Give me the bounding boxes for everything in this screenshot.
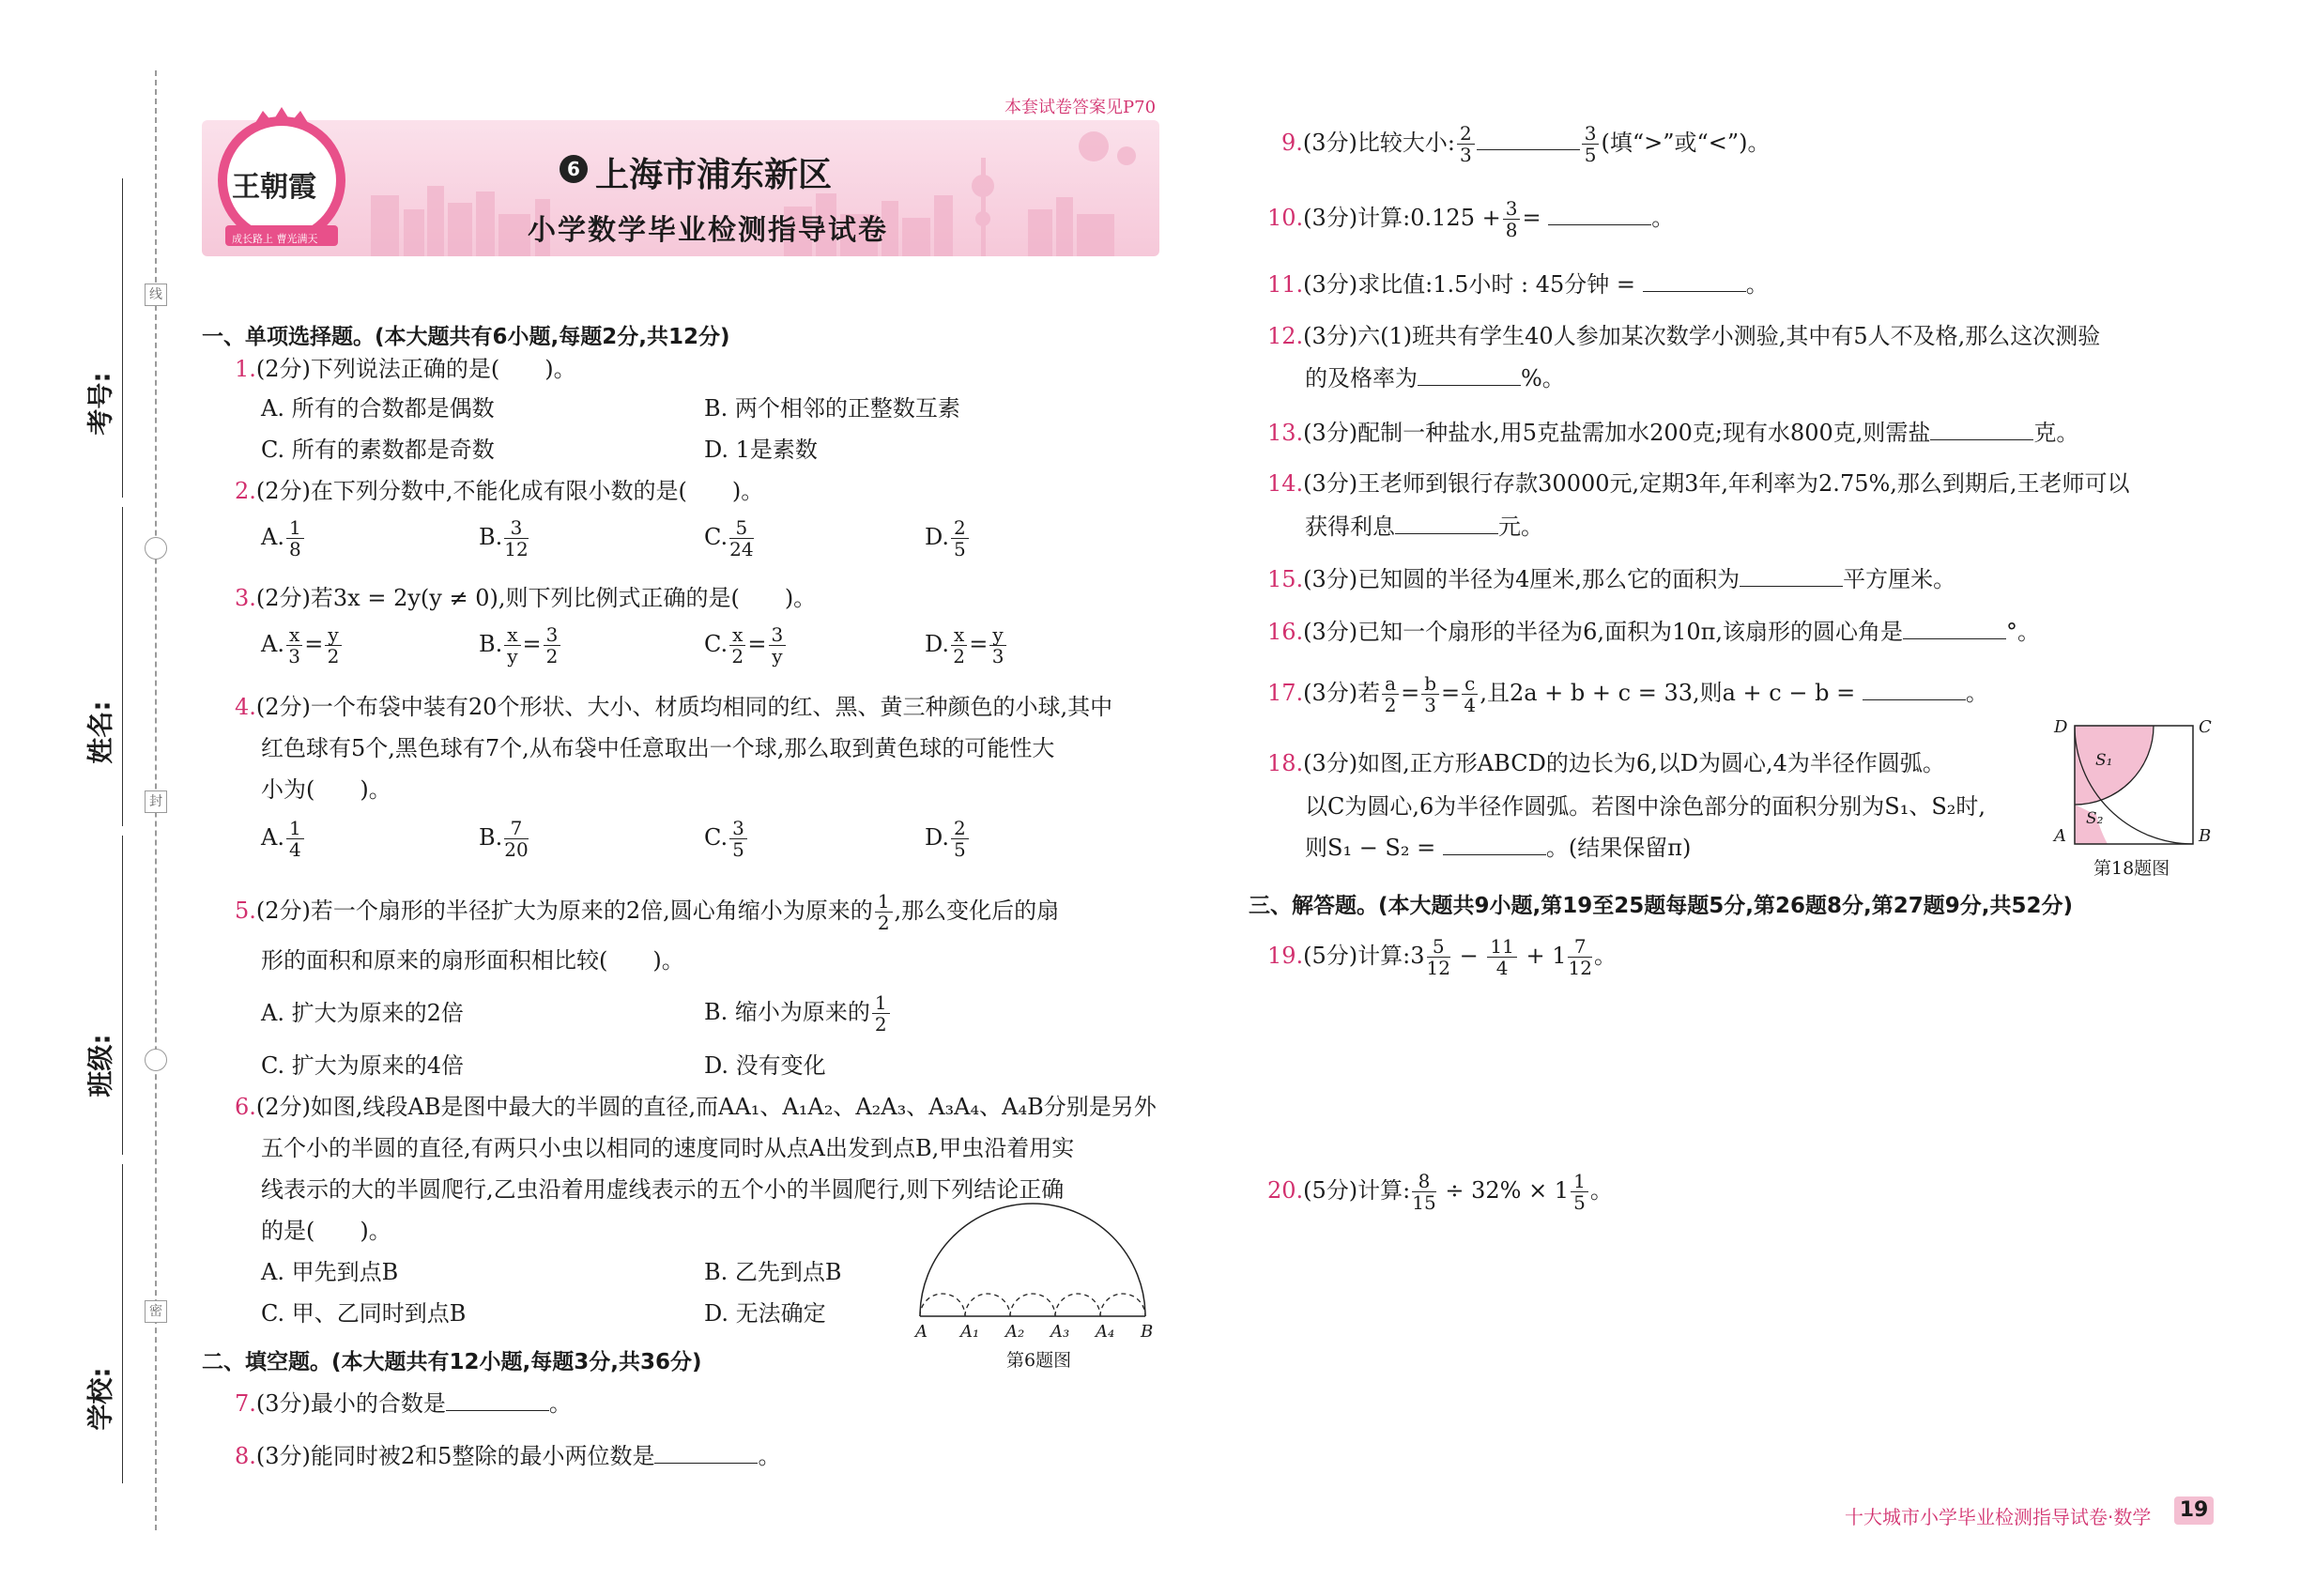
exam-number-badge: 6 — [560, 155, 588, 183]
q6-fig-label-a1: A₁ — [960, 1322, 980, 1342]
q18-square-diagram — [2070, 721, 2201, 852]
q6-fig-label-b: B — [1141, 1322, 1154, 1342]
q19: 19.(5分)计算:3 $\frac{5}{12}$ − $\frac{11}{4}$ + 1 $\frac{7}{12}$ 。 — [1267, 935, 1617, 979]
q6-fig-label-a3: A₃ — [1050, 1322, 1070, 1342]
q3 — [235, 586, 816, 612]
q19-number: 19. — [1267, 943, 1304, 969]
q6-fig-caption: 第6题图 — [1006, 1350, 1072, 1371]
q20-number: 20. — [1267, 1177, 1304, 1204]
exam-region-title: 上海市浦东新区 — [595, 156, 833, 194]
q2-number: 2. — [235, 478, 256, 504]
q6-fig-label-a: A — [915, 1322, 928, 1342]
name-label: 姓名: — [84, 700, 116, 764]
q9-answer-blank[interactable] — [1477, 148, 1580, 150]
q5-option-d: D. 没有变化 — [704, 1052, 826, 1079]
name-line-3 — [122, 836, 123, 1155]
page-number: 19 — [2174, 1496, 2214, 1525]
q16-answer-blank[interactable] — [1903, 637, 2006, 639]
section-2-title: 二、填空题。(本大题共有12小题,每题3分,共36分) — [202, 1350, 702, 1374]
q7: 7.(3分)最小的合数是 。 — [235, 1390, 572, 1417]
q1-stem: (2分)下列说法正确的是( )。 — [255, 356, 576, 382]
name-line-4 — [122, 1164, 123, 1483]
q10-answer-blank[interactable] — [1548, 223, 1651, 225]
school-label: 学校: — [84, 1367, 116, 1431]
q14-line-2: 获得利息 元。 — [1305, 514, 1543, 540]
q4-line-1: 4.(2分)一个布袋中装有20个形状、大小、材质均相同的红、黑、黄三种颜色的小球,其中 — [235, 694, 1113, 720]
q3-option-b: B. $\frac{x}{y}$ = $\frac{3}{2}$ — [479, 625, 562, 666]
q2-option-b: B. $\frac{3}{12}$ — [479, 516, 529, 560]
q18-label-b: B — [2199, 826, 2212, 846]
q3-stem: (2分)若3x = 2y(y ≠ 0),则下列比例式正确的是( )。 — [255, 585, 817, 611]
exam-subtitle: 小学数学毕业检测指导试卷 — [528, 214, 888, 247]
q18-label-d: D — [2054, 717, 2068, 737]
q4-option-a: A. $\frac{1}{4}$ — [261, 819, 306, 859]
q14-line-1: 14.(3分)王老师到银行存款30000元,定期3年,年利率为2.75%,那么到期后,王老师可以 — [1267, 470, 2130, 497]
q8: 8.(3分)能同时被2和5整除的最小两位数是 。 — [235, 1443, 781, 1469]
q7-answer-blank[interactable] — [446, 1409, 549, 1411]
q18-square-figure — [1136, 723, 1258, 845]
q6-fig-label-a2: A₂ — [1005, 1322, 1025, 1342]
q6-line-3: 线表示的大的半圆爬行,乙虫沿着用虚线表示的五个小的半圆爬行,则下列结论正确 — [261, 1176, 1065, 1203]
q5-option-c: C. 扩大为原来的4倍 — [261, 1052, 465, 1079]
q12-number: 12. — [1267, 323, 1304, 349]
q5-number: 5. — [235, 898, 256, 924]
answer-note: 本套试卷答案见P70 — [1004, 98, 1157, 117]
q6-line-4: 的是( )。 — [261, 1218, 391, 1244]
binding-hole-2 — [145, 1049, 167, 1071]
q6-line-1: 6.(2分)如图,线段AB是图中最大的半圆的直径,而AA₁、A₁A₂、A₂A₃、A₃A₄、A₄B分别是另外 — [235, 1094, 1157, 1120]
q8-number: 8. — [235, 1443, 256, 1469]
q15-answer-blank[interactable] — [1740, 585, 1843, 587]
q3-number: 3. — [235, 585, 256, 611]
seal-mark-feng: 封 — [145, 790, 167, 813]
q18-line-1: 18.(3分)如图,正方形ABCD的边长为6,以D为圆心,4为半径作圆弧。 — [1267, 750, 1945, 776]
q6-number: 6. — [235, 1094, 256, 1120]
q6-fig-label-a4: A₄ — [1096, 1322, 1115, 1342]
q16-number: 16. — [1267, 619, 1304, 645]
logo-slogan: 成长路上 曹光满天 — [232, 233, 318, 245]
q14-number: 14. — [1267, 470, 1304, 497]
q1-option-c: C. 所有的素数都是奇数 — [261, 437, 495, 463]
q11: 11.(3分)求比值:1.5小时 : 45分钟 = 。 — [1267, 271, 1769, 298]
q10-number: 10. — [1267, 205, 1304, 231]
logo-text: 王朝霞 — [232, 171, 316, 204]
footer-title: 十大城市小学毕业检测指导试卷·数学 — [1845, 1506, 2152, 1528]
q5-line-1: 5.(2分)若一个扇形的半径扩大为原来的2倍,圆心角缩小为原来的 $\frac{1}{2}$ ,那么变化后的扇 — [235, 890, 1060, 934]
q13: 13.(3分)配制一种盐水,用5克盐需加水200克;现有水800克,则需盐 克。 — [1267, 420, 2079, 446]
q3-option-a: A. $\frac{x}{3}$ = $\frac{y}{2}$ — [261, 625, 344, 666]
section-1-title: 一、单项选择题。(本大题共有6小题,每题2分,共12分) — [202, 325, 730, 349]
name-line-2 — [122, 507, 123, 826]
q2-option-a: A. $\frac{1}{8}$ — [261, 518, 306, 559]
q15: 15.(3分)已知圆的半径为4厘米,那么它的面积为 平方厘米。 — [1267, 566, 1956, 592]
q1-number: 1. — [235, 356, 256, 382]
q5-line-2: 形的面积和原来的扇形面积相比较( )。 — [261, 947, 684, 974]
section-3-title: 三、解答题。(本大题共9小题,第19至25题每题5分,第26题8分,第27题9分,共52分) — [1249, 894, 2074, 918]
q2-option-d: D. $\frac{2}{5}$ — [925, 518, 971, 559]
q4-line-3: 小为( )。 — [261, 776, 391, 803]
seal-mark-mi: 密 — [145, 1300, 167, 1323]
q17-answer-blank[interactable] — [1863, 698, 1966, 700]
q18-label-a: A — [2054, 826, 2066, 846]
q17-number: 17. — [1267, 680, 1304, 706]
q2-option-c: C. $\frac{5}{24}$ — [704, 516, 754, 560]
q4-line-2: 红色球有5个,黑色球有7个,从布袋中任意取出一个球,那么取到黄色球的可能性大 — [261, 735, 1055, 761]
q20: 20.(5分)计算: $\frac{8}{15}$ ÷ 32% × 1 $\frac{1}{5}$ 。 — [1267, 1170, 1613, 1214]
q8-answer-blank[interactable] — [654, 1462, 758, 1464]
name-line-1 — [122, 178, 123, 498]
class-label: 班级: — [84, 1034, 116, 1097]
q6-line-2: 五个小的半圆的直径,有两只小虫以相同的速度同时从点A出发到点B,甲虫沿着用实 — [261, 1135, 1075, 1161]
q1-option-b: B. 两个相邻的正整数互素 — [704, 395, 960, 422]
q2-stem: (2分)在下列分数中,不能化成有限小数的是( )。 — [255, 478, 764, 504]
q10: 10.(3分)计算:0.125 + $\frac{3}{8}$ = 。 — [1267, 197, 1675, 241]
q5-option-b: B. 缩小为原来的 $\frac{1}{2}$ — [704, 993, 892, 1034]
q18-fig-caption: 第18题图 — [2093, 858, 2170, 879]
q18-line-2: 以C为圆心,6为半径作圆弧。若图中涂色部分的面积分别为S₁、S₂时, — [1305, 793, 1986, 820]
q11-number: 11. — [1267, 271, 1304, 298]
binding-hole-1 — [145, 537, 167, 560]
q6-option-d: D. 无法确定 — [704, 1300, 826, 1327]
q3-option-d: D. $\frac{x}{2}$ = $\frac{y}{3}$ — [925, 625, 1008, 666]
q15-number: 15. — [1267, 566, 1304, 592]
q12-line-2: 的及格率为 %。 — [1305, 365, 1565, 391]
q4-option-d: D. $\frac{2}{5}$ — [925, 819, 971, 859]
q18-line-3: 则S₁ − S₂ = 。(结果保留π) — [1305, 835, 1692, 861]
q5-option-a: A. 扩大为原来的2倍 — [261, 1000, 464, 1026]
q1-option-d: D. 1是素数 — [704, 437, 818, 463]
q18-label-s1: S₁ — [2095, 751, 2113, 770]
q18-label-c: C — [2199, 717, 2212, 737]
q6-option-b: B. 乙先到点B — [704, 1259, 842, 1285]
q13-answer-blank[interactable] — [1930, 438, 2033, 440]
q4-number: 4. — [235, 694, 256, 720]
q9-number: 9. — [1281, 130, 1303, 156]
q18-number: 18. — [1267, 750, 1304, 776]
q3-option-c: C. $\frac{x}{2}$ = $\frac{3}{y}$ — [704, 625, 788, 666]
q1-option-a: A. 所有的合数都是偶数 — [261, 395, 495, 422]
q17: 17.(3分)若 $\frac{a}{2}$ = $\frac{b}{3}$ = $\frac{c}{4}$ ,且2a + b + c = 33,则a + c − b = 。 — [1267, 672, 1988, 716]
q13-number: 13. — [1267, 420, 1304, 446]
q14-answer-blank[interactable] — [1395, 532, 1498, 534]
brand-logo — [211, 105, 352, 260]
q4-option-b: B. $\frac{7}{20}$ — [479, 817, 529, 861]
q4-option-c: C. $\frac{3}{5}$ — [704, 819, 749, 859]
q6-option-c: C. 甲、乙同时到点B — [261, 1300, 467, 1327]
q11-answer-blank[interactable] — [1643, 290, 1746, 292]
q16: 16.(3分)已知一个扇形的半径为6,面积为10π,该扇形的圆心角是 °。 — [1267, 619, 2041, 645]
q6-option-a: A. 甲先到点B — [261, 1259, 399, 1285]
exam-no-label: 考号: — [84, 372, 116, 436]
q2 — [235, 479, 763, 505]
q9: 9.(3分)比较大小: $\frac{2}{3}$ $\frac{3}{5}$ (填“>”或“<”)。 — [1281, 122, 1771, 166]
q12-line-1: 12.(3分)六(1)班共有学生40人参加某次数学小测验,其中有5人不及格,那么这次测验 — [1267, 323, 2101, 349]
q18-answer-blank[interactable] — [1443, 853, 1546, 855]
q12-answer-blank[interactable] — [1418, 384, 1521, 386]
q7-number: 7. — [235, 1390, 256, 1417]
q1 — [235, 357, 576, 383]
seal-mark-xian: 线 — [145, 284, 167, 306]
q18-label-s2: S₂ — [2086, 809, 2104, 828]
